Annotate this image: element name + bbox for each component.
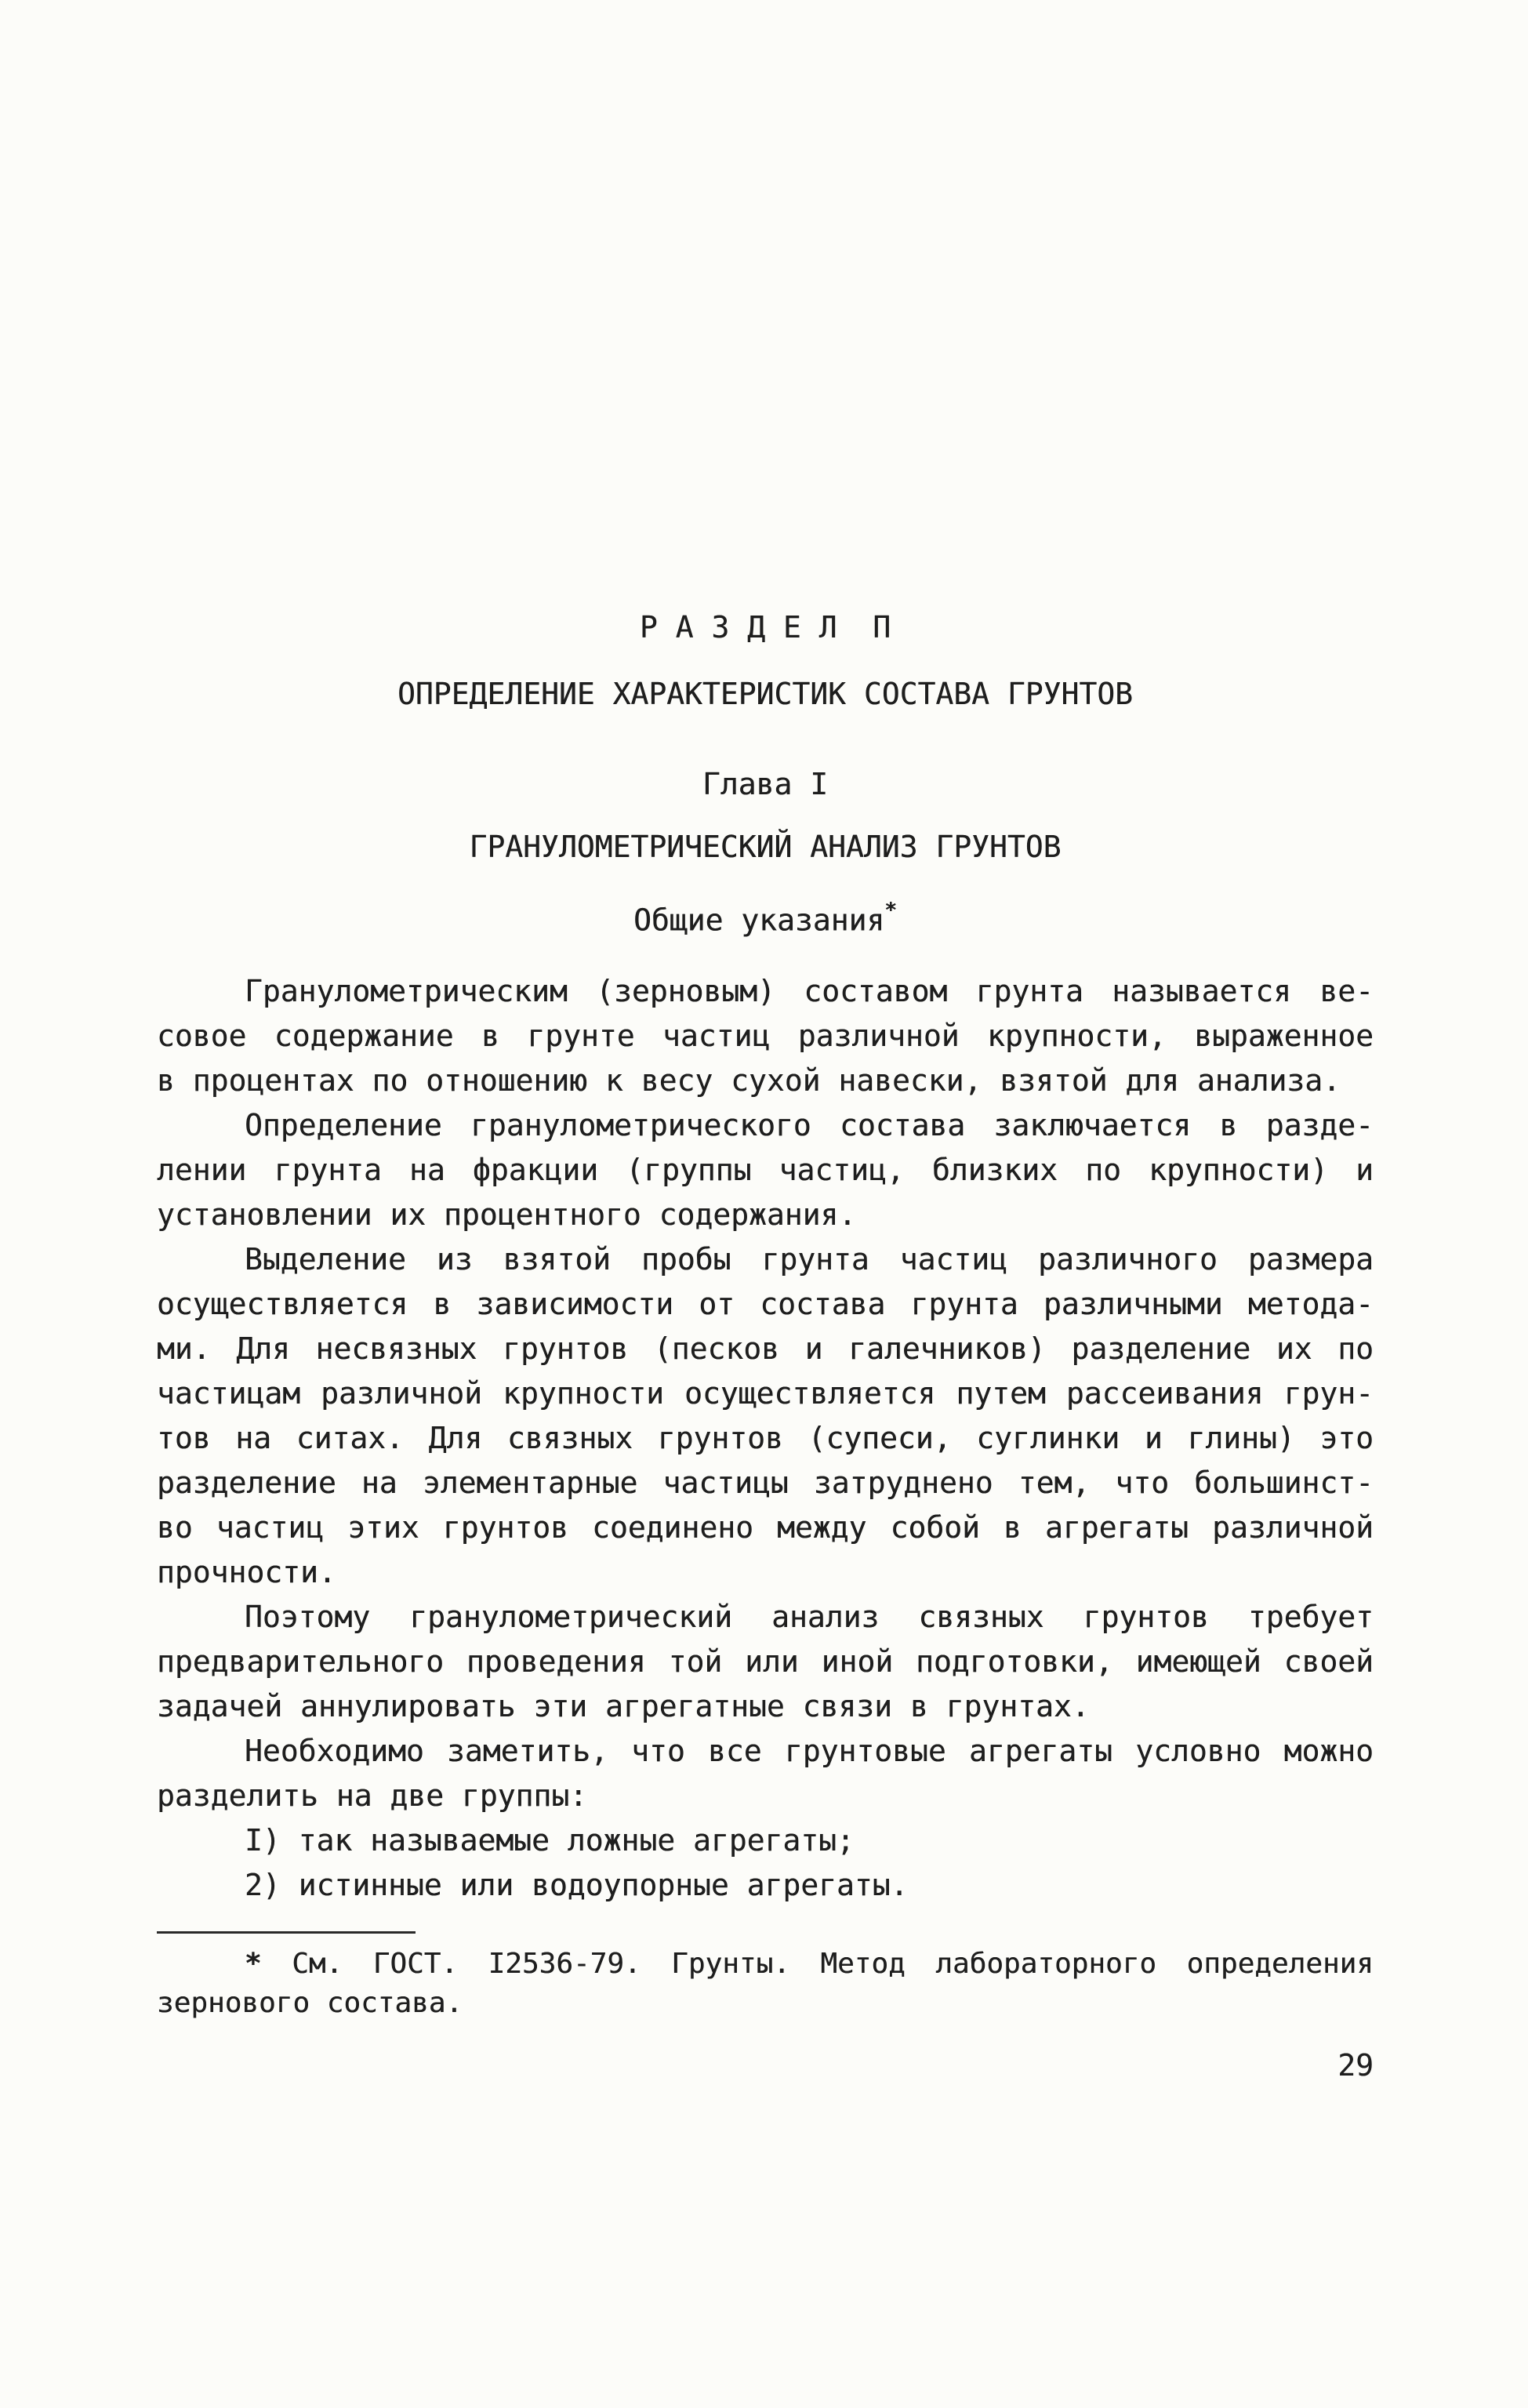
footnote-lines xyxy=(157,1945,1374,2023)
body-line: ми. Для несвязных грунтов (песков и галечников) разделение их по xyxy=(157,1331,1374,1366)
section-subtitle: ОПРЕДЕЛЕНИЕ ХАРАКТЕРИСТИК СОСТАВА ГРУНТОВ xyxy=(397,677,1133,711)
body-line: 2) истинные или водоупорные агрегаты. xyxy=(245,1867,909,1902)
paragraph xyxy=(157,1103,1374,1237)
body-line: Необходимо заметить, что все грунтовые агрегаты условно можно xyxy=(245,1733,1374,1768)
body-line: в процентах по отношению к весу сухой навески, взятой для анализа. xyxy=(157,1062,1341,1098)
paragraph xyxy=(157,1863,1374,1908)
paragraph xyxy=(157,1237,1374,1595)
body-line: задачей аннулировать эти агрегатные связи в грунтах. xyxy=(157,1688,1090,1723)
body-line: лении грунта на фракции (группы частиц, близких по крупности) и xyxy=(157,1152,1374,1187)
paragraph xyxy=(157,1729,1374,1818)
body-line: осуществляется в зависимости от состава грунта различными метода- xyxy=(157,1286,1374,1321)
body-line: частицам различной крупности осуществляется путем рассеивания грун- xyxy=(157,1375,1374,1411)
section-heading: Р А З Д Е Л П xyxy=(639,610,891,645)
body-line: предварительного проведения той или иной подготовки, имеющей своей xyxy=(157,1643,1374,1679)
paragraph xyxy=(157,969,1374,1103)
chapter-heading: Глава I xyxy=(702,767,829,801)
body-line: совое содержание в грунте частиц различной крупности, выраженное xyxy=(157,1018,1374,1053)
body-line: I) так называемые ложные агрегаты; xyxy=(245,1822,855,1858)
page-content xyxy=(157,605,1374,2088)
body-line: Гранулометрическим (зерновым) составом грунта называется ве- xyxy=(245,973,1374,1008)
body-text xyxy=(157,969,1374,1908)
footnote-line: * См. ГОСТ. I2536-79. Грунты. Метод лабораторного определения xyxy=(245,1947,1374,1980)
body-line: разделение на элементарные частицы затруднено тем, что большинст- xyxy=(157,1465,1374,1500)
footnote-reference-mark: * xyxy=(884,899,897,922)
footnote-divider xyxy=(157,1931,416,1934)
subheading xyxy=(157,892,1374,943)
body-line: Выделение из взятой пробы грунта частиц различного размера xyxy=(245,1241,1374,1277)
footnote xyxy=(157,1931,1374,2023)
page-number: 29 xyxy=(1337,2047,1374,2083)
body-line: прочности. xyxy=(157,1554,336,1589)
footnote-line: зернового состава. xyxy=(157,1986,463,2019)
paragraph xyxy=(157,1595,1374,1729)
footnote-mark: * xyxy=(245,1947,292,1980)
body-line: Определение гранулометрического состава заключается в разде- xyxy=(245,1107,1374,1142)
body-line: тов на ситах. Для связных грунтов (супеси, суглинки и глины) это xyxy=(157,1420,1374,1455)
subheading-text: Общие указания xyxy=(633,903,885,938)
chapter-subtitle: ГРАНУЛОМЕТРИЧЕСКИЙ АНАЛИЗ ГРУНТОВ xyxy=(469,830,1062,864)
body-line: Поэтому гранулометрический анализ связных грунтов требует xyxy=(245,1599,1374,1634)
body-line: во частиц этих грунтов соединено между собой в агрегаты различной xyxy=(157,1509,1374,1545)
body-line: разделить на две группы: xyxy=(157,1778,588,1813)
body-line: установлении их процентного содержания. xyxy=(157,1197,857,1232)
paragraph xyxy=(157,1818,1374,1863)
